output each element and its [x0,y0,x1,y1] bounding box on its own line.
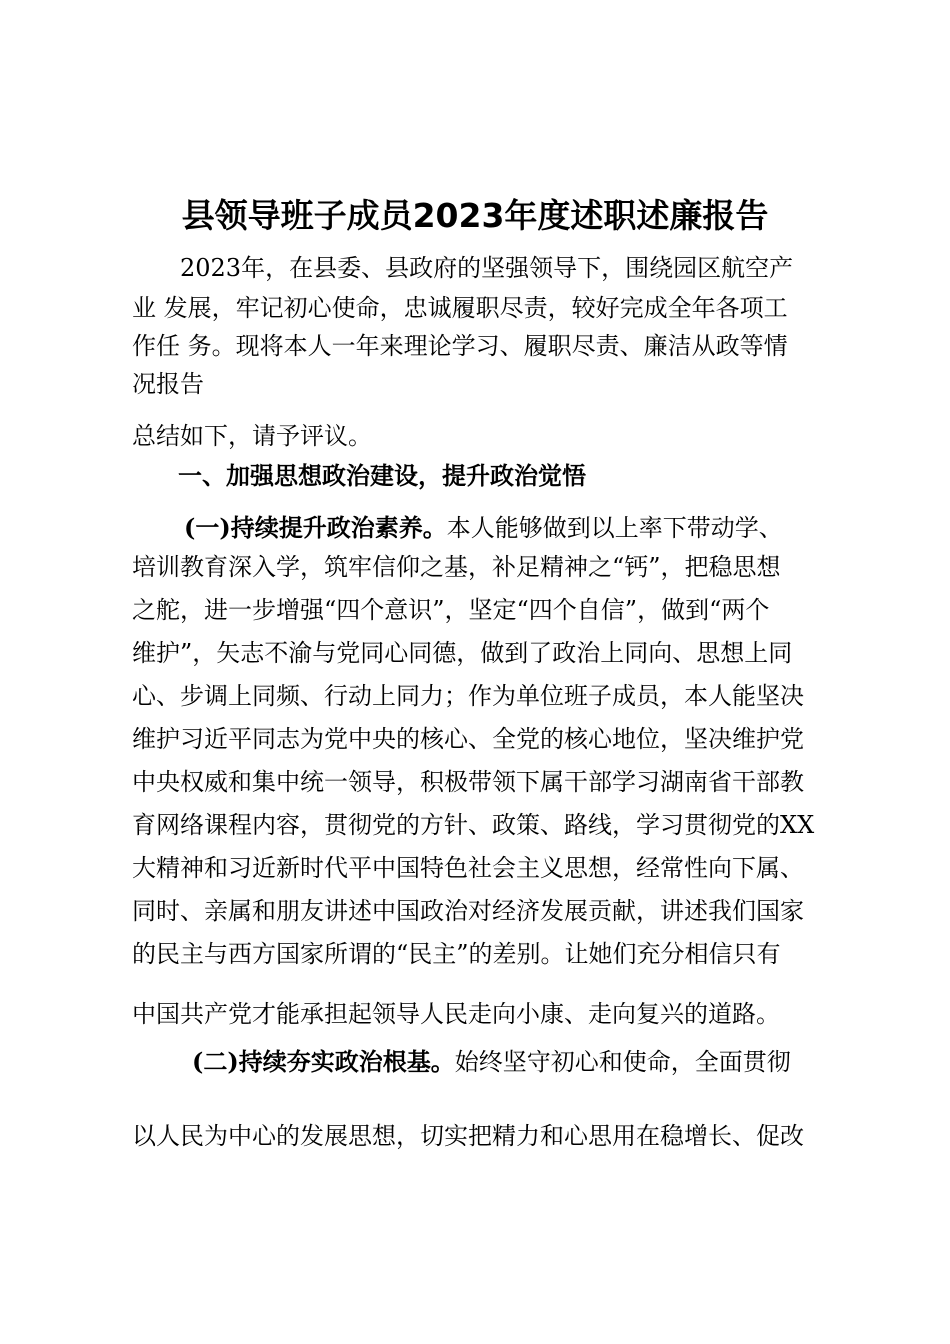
intro-line-3: 作任 务。现将本人一年来理论学习、履职尽责、廉洁从政等情 [132,332,788,360]
sub-1-first-line [184,513,844,543]
sub-1-line: 心、步调上同频、行动上同力；作为单位班子成员，本人能坚决 [132,682,804,710]
intro-line-1: 2023年，在县委、县政府的坚强领导下，围绕园区航空产 [180,254,794,282]
sub-2-first-line-rest: 始终坚守初心和使命，全面贯彻 [454,1048,791,1076]
sub-1-title: (一)持续提升政治素养。 [184,513,447,542]
sub-1-line: 维护习近平同志为党中央的核心、全党的核心地位，坚决维护党 [132,725,804,753]
section-1-heading: 一、加强思想政治建设，提升政治觉悟 [178,462,586,490]
sub-1-line: 中央权威和集中统一领导，积极带领下属干部学习湖南省干部教 [132,768,804,796]
sub-1-line: 同时、亲属和朋友讲述中国政治对经济发展贡献，讲述我们国家 [132,897,804,925]
sub-2-line: 以人民为中心的发展思想，切实把精力和心思用在稳增长、促改 [132,1122,804,1150]
intro-line-4: 况报告 [132,370,204,398]
sub-1-line: 培训教育深入学，筑牢信仰之基，补足精神之“钙”，把稳思想 [132,553,781,581]
sub-2-title: (二)持续夯实政治根基。 [192,1047,455,1076]
document-title: 县领导班子成员2023年度述职述廉报告 [181,196,769,235]
sub-1-line: 之舵，进一步增强“四个意识”，坚定“四个自信”，做到“两个 [132,596,770,624]
sub-1-line: 育网络课程内容，贯彻党的方针、政策、路线，学习贯彻党的XX [132,811,815,839]
sub-1-line: 的民主与西方国家所谓的“民主”的差别。让她们充分相信只有 [132,940,781,968]
sub-1-line: 中国共产党才能承担起领导人民走向小康、走向复兴的道路。 [132,1000,780,1028]
intro-line-2: 业 发展，牢记初心使命，忠诚履职尽责，较好完成全年各项工 [132,294,788,322]
sub-1-line: 维护”，矢志不渝与党同心同德，做到了政治上同向、思想上同 [132,639,793,667]
sub-1-line: 大精神和习近新时代平中国特色社会主义思想，经常性向下属、 [132,854,804,882]
sub-2-first-line [192,1047,842,1077]
sub-1-first-line-rest: 本人能够做到以上率下带动学、 [446,514,783,542]
intro-tail: 总结如下，请予评议。 [132,422,372,450]
